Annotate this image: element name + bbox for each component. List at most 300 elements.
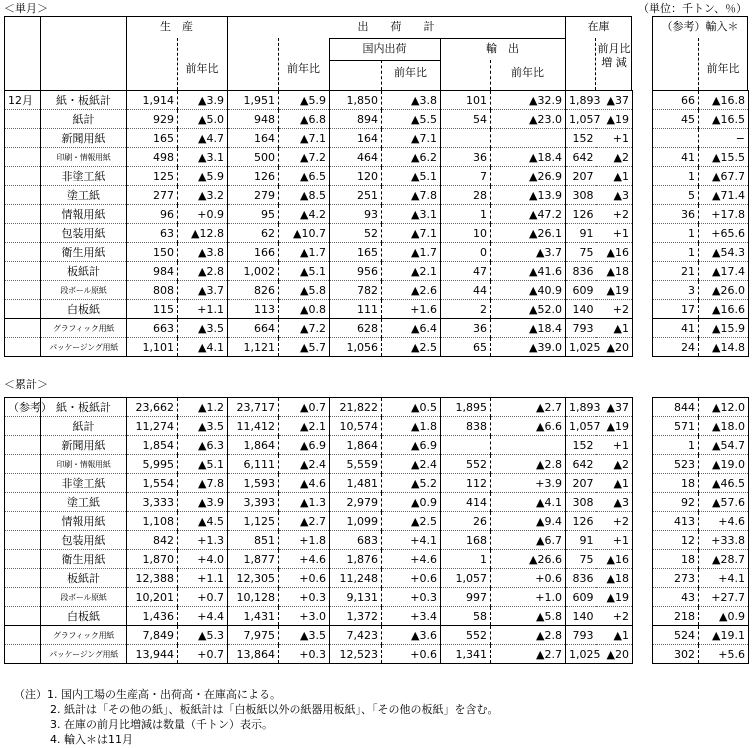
inventory-change: ▲16 — [596, 550, 633, 569]
table-row — [5, 512, 749, 531]
shipment-value: 826 — [228, 281, 279, 300]
shipment-yoy: ▲3.5 — [279, 626, 330, 645]
column-gap — [633, 569, 653, 588]
domestic-yoy: ▲0.9 — [382, 493, 441, 512]
column-gap — [633, 110, 653, 129]
shipment-value: 1,864 — [228, 436, 279, 455]
production-value: 1,854 — [127, 436, 178, 455]
export-yoy: ▲18.4 — [491, 319, 566, 338]
import-yoy: ▲54.7 — [699, 436, 749, 455]
production-yoy: +1.1 — [178, 569, 228, 588]
monthly-table — [4, 90, 749, 357]
row-label: 紙計 — [41, 417, 127, 436]
inventory-value: 793 — [566, 319, 596, 338]
shipment-yoy: ▲10.7 — [279, 224, 330, 243]
domestic-value: 9,131 — [330, 588, 382, 607]
import-yoy: ▲16.6 — [699, 300, 749, 319]
production-value: 277 — [127, 186, 178, 205]
import-yoy: ▲71.4 — [699, 186, 749, 205]
export-value: 65 — [441, 338, 491, 357]
inventory-change: ▲16 — [596, 243, 633, 262]
production-yoy: +4.0 — [178, 550, 228, 569]
domestic-yoy: +1.6 — [382, 300, 441, 319]
domestic-yoy: ▲3.1 — [382, 205, 441, 224]
domestic-value: 1,099 — [330, 512, 382, 531]
production-value: 929 — [127, 110, 178, 129]
import-yoy: +27.7 — [699, 588, 749, 607]
inventory-header: 在庫 — [587, 20, 610, 33]
shipment-yoy-header: 前年比 — [287, 62, 320, 75]
inventory-change: ▲1 — [596, 474, 633, 493]
row-label: 印刷・情報用紙 — [41, 148, 127, 167]
row-side-label — [5, 474, 41, 493]
inventory-change: ▲20 — [596, 338, 633, 357]
export-yoy: ▲13.9 — [491, 186, 566, 205]
domestic-yoy: +0.3 — [382, 588, 441, 607]
table-row — [5, 300, 749, 319]
import-yoy: +4.6 — [699, 512, 749, 531]
inventory-change: ▲3 — [596, 186, 633, 205]
shipment-value: 948 — [228, 110, 279, 129]
row-side-label — [5, 607, 41, 626]
column-gap — [633, 148, 653, 167]
row-label: グラフィック用紙 — [41, 319, 127, 338]
shipment-yoy: ▲1.7 — [279, 243, 330, 262]
inventory-value: 793 — [566, 626, 596, 645]
import-yoy: ▲17.4 — [699, 262, 749, 281]
domestic-value: 120 — [330, 167, 382, 186]
domestic-yoy-header: 前年比 — [394, 66, 427, 79]
inventory-value: 1,057 — [566, 417, 596, 436]
domestic-value: 165 — [330, 243, 382, 262]
export-yoy — [491, 129, 566, 148]
inventory-value: 91 — [566, 224, 596, 243]
shipment-value: 851 — [228, 531, 279, 550]
import-value: 18 — [653, 550, 699, 569]
shipment-yoy: +1.8 — [279, 531, 330, 550]
export-value: 58 — [441, 607, 491, 626]
production-value: 3,333 — [127, 493, 178, 512]
row-label: 板紙計 — [41, 569, 127, 588]
import-value: 3 — [653, 281, 699, 300]
inventory-value: 126 — [566, 205, 596, 224]
domestic-yoy: ▲2.4 — [382, 455, 441, 474]
shipment-value: 1,121 — [228, 338, 279, 357]
row-label: 板紙計 — [41, 262, 127, 281]
row-side-label — [5, 224, 41, 243]
import-yoy: ▲46.5 — [699, 474, 749, 493]
note-1: （注）1. 国内工場の生産高・出荷高・在庫高による。 — [14, 688, 281, 701]
shipment-value: 164 — [228, 129, 279, 148]
import-value: 524 — [653, 626, 699, 645]
table-row — [5, 398, 749, 417]
import-value: 36 — [653, 205, 699, 224]
production-value: 1,870 — [127, 550, 178, 569]
export-yoy: ▲18.4 — [491, 148, 566, 167]
inventory-value: 836 — [566, 262, 596, 281]
import-yoy: +33.8 — [699, 531, 749, 550]
production-value: 125 — [127, 167, 178, 186]
export-value: 1,341 — [441, 645, 491, 664]
import-yoy: ▲28.7 — [699, 550, 749, 569]
table-row — [5, 455, 749, 474]
table-row — [5, 224, 749, 243]
production-yoy: ▲3.9 — [178, 91, 228, 110]
production-yoy: +0.7 — [178, 588, 228, 607]
column-gap — [633, 588, 653, 607]
shipment-value: 1,877 — [228, 550, 279, 569]
column-gap — [633, 417, 653, 436]
table-row — [5, 281, 749, 300]
import-yoy: ▲18.0 — [699, 417, 749, 436]
import-yoy-header: 前年比 — [706, 62, 740, 75]
domestic-value: 11,248 — [330, 569, 382, 588]
production-yoy: ▲5.9 — [178, 167, 228, 186]
row-label: 非塗工紙 — [41, 167, 127, 186]
export-yoy: ▲2.7 — [491, 645, 566, 664]
shipment-value: 10,128 — [228, 588, 279, 607]
table-row — [5, 474, 749, 493]
row-side-label — [5, 319, 41, 338]
row-label: 塗工紙 — [41, 186, 127, 205]
note-4: 4. 輸入＊は11月 — [50, 733, 133, 746]
column-gap — [633, 91, 653, 110]
import-value: 844 — [653, 398, 699, 417]
row-label: 衛生用紙 — [41, 550, 127, 569]
domestic-yoy: ▲7.1 — [382, 129, 441, 148]
shipment-yoy: ▲7.2 — [279, 148, 330, 167]
row-label: 白板紙 — [41, 607, 127, 626]
import-yoy: − — [699, 129, 749, 148]
export-value: 168 — [441, 531, 491, 550]
domestic-yoy: ▲7.8 — [382, 186, 441, 205]
shipment-yoy: ▲2.1 — [279, 417, 330, 436]
row-label: パッケージング用紙 — [41, 338, 127, 357]
column-gap — [633, 319, 653, 338]
domestic-value: 956 — [330, 262, 382, 281]
inventory-value: 91 — [566, 531, 596, 550]
import-value: 66 — [653, 91, 699, 110]
row-side-label — [5, 512, 41, 531]
production-value: 150 — [127, 243, 178, 262]
inventory-change: ▲1 — [596, 319, 633, 338]
inventory-value: 75 — [566, 550, 596, 569]
import-value: 41 — [653, 148, 699, 167]
inventory-change: ▲18 — [596, 262, 633, 281]
production-value: 1,108 — [127, 512, 178, 531]
domestic-yoy: ▲6.9 — [382, 436, 441, 455]
inventory-value: 1,893 — [566, 91, 596, 110]
domestic-value: 1,372 — [330, 607, 382, 626]
row-side-label — [5, 645, 41, 664]
shipment-yoy: ▲8.5 — [279, 186, 330, 205]
import-yoy: ▲67.7 — [699, 167, 749, 186]
import-value: 41 — [653, 319, 699, 338]
row-side-label — [5, 455, 41, 474]
production-value: 808 — [127, 281, 178, 300]
column-gap — [633, 338, 653, 357]
inventory-change: ▲37 — [596, 91, 633, 110]
monthly-section-label: ＜単月＞ — [4, 2, 48, 15]
row-side-label: （参考） — [5, 398, 41, 417]
shipment-value: 279 — [228, 186, 279, 205]
shipment-yoy: ▲0.8 — [279, 300, 330, 319]
production-yoy: ▲1.2 — [178, 398, 228, 417]
row-side-label — [5, 569, 41, 588]
table-row — [5, 493, 749, 512]
import-yoy: +5.6 — [699, 645, 749, 664]
column-gap — [633, 281, 653, 300]
domestic-value: 52 — [330, 224, 382, 243]
shipment-yoy: ▲6.9 — [279, 436, 330, 455]
export-value: 54 — [441, 110, 491, 129]
export-value: 0 — [441, 243, 491, 262]
table-row — [5, 588, 749, 607]
production-value: 7,849 — [127, 626, 178, 645]
inventory-change: ▲1 — [596, 167, 633, 186]
table-row — [5, 338, 749, 357]
production-value: 498 — [127, 148, 178, 167]
shipment-yoy: ▲4.6 — [279, 474, 330, 493]
shipment-yoy: ▲7.1 — [279, 129, 330, 148]
column-gap — [633, 626, 653, 645]
column-gap — [633, 398, 653, 417]
inventory-value: 1,025 — [566, 645, 596, 664]
notes — [14, 687, 499, 747]
domestic-value: 111 — [330, 300, 382, 319]
inventory-value: 642 — [566, 148, 596, 167]
inventory-change: +2 — [596, 205, 633, 224]
shipment-value: 62 — [228, 224, 279, 243]
row-label: 非塗工紙 — [41, 474, 127, 493]
domestic-yoy: ▲7.1 — [382, 224, 441, 243]
export-yoy: ▲52.0 — [491, 300, 566, 319]
domestic-value: 1,481 — [330, 474, 382, 493]
domestic-value: 251 — [330, 186, 382, 205]
inventory-change: ▲19 — [596, 110, 633, 129]
export-yoy: ▲39.0 — [491, 338, 566, 357]
inventory-value: 308 — [566, 186, 596, 205]
table-row — [5, 569, 749, 588]
import-yoy: ▲26.0 — [699, 281, 749, 300]
row-label: 情報用紙 — [41, 512, 127, 531]
column-gap — [633, 607, 653, 626]
import-value: 5 — [653, 186, 699, 205]
table-row — [5, 129, 749, 148]
domestic-value: 21,822 — [330, 398, 382, 417]
column-gap — [633, 205, 653, 224]
cumulative-section-label: ＜累計＞ — [4, 378, 48, 391]
production-value: 1,554 — [127, 474, 178, 493]
column-gap — [633, 300, 653, 319]
column-gap — [633, 550, 653, 569]
export-value: 112 — [441, 474, 491, 493]
table-row — [5, 607, 749, 626]
export-yoy: ▲47.2 — [491, 205, 566, 224]
production-yoy: ▲3.9 — [178, 493, 228, 512]
production-value: 12,388 — [127, 569, 178, 588]
table-row — [5, 167, 749, 186]
row-side-label — [5, 417, 41, 436]
import-value: 43 — [653, 588, 699, 607]
row-side-label — [5, 205, 41, 224]
row-label: 白板紙 — [41, 300, 127, 319]
table-row — [5, 262, 749, 281]
column-gap — [633, 645, 653, 664]
import-yoy: ▲16.8 — [699, 91, 749, 110]
production-value: 1,101 — [127, 338, 178, 357]
export-value: 44 — [441, 281, 491, 300]
shipment-value: 500 — [228, 148, 279, 167]
production-value: 115 — [127, 300, 178, 319]
import-value: 273 — [653, 569, 699, 588]
production-yoy-header: 前年比 — [185, 62, 219, 75]
production-yoy: ▲12.8 — [178, 224, 228, 243]
table-row — [5, 205, 749, 224]
import-value: 571 — [653, 417, 699, 436]
import-value: 24 — [653, 338, 699, 357]
table-row — [5, 110, 749, 129]
column-gap — [633, 129, 653, 148]
export-value: 101 — [441, 91, 491, 110]
mom-change-header: 前月比 増 減 — [597, 42, 631, 69]
inventory-change: ▲19 — [596, 588, 633, 607]
domestic-value: 10,574 — [330, 417, 382, 436]
column-gap — [633, 224, 653, 243]
shipment-value: 6,111 — [228, 455, 279, 474]
row-label: 紙・板紙計 — [41, 398, 127, 417]
export-value — [441, 129, 491, 148]
export-yoy — [491, 436, 566, 455]
import-ref-header: （参考）輸入＊ — [661, 20, 739, 33]
row-label: 包装用紙 — [41, 224, 127, 243]
inventory-value: 836 — [566, 569, 596, 588]
production-value: 13,944 — [127, 645, 178, 664]
import-value: 12 — [653, 531, 699, 550]
import-value — [653, 129, 699, 148]
domestic-value: 1,876 — [330, 550, 382, 569]
row-label: 段ボール原紙 — [41, 281, 127, 300]
shipment-yoy: ▲2.7 — [279, 512, 330, 531]
domestic-value: 464 — [330, 148, 382, 167]
production-yoy: ▲3.1 — [178, 148, 228, 167]
row-label: 新聞用紙 — [41, 129, 127, 148]
table-row — [5, 91, 749, 110]
import-yoy: ▲12.0 — [699, 398, 749, 417]
table-row — [5, 531, 749, 550]
row-side-label — [5, 300, 41, 319]
export-yoy: ▲2.7 — [491, 398, 566, 417]
row-side-label — [5, 493, 41, 512]
production-value: 5,995 — [127, 455, 178, 474]
row-label: パッケージング用紙 — [41, 645, 127, 664]
production-value: 1,436 — [127, 607, 178, 626]
shipment-value: 11,412 — [228, 417, 279, 436]
shipment-yoy: ▲5.7 — [279, 338, 330, 357]
import-yoy: ▲54.3 — [699, 243, 749, 262]
row-label: 印刷・情報用紙 — [41, 455, 127, 474]
note-3: 3. 在庫の前月比増減は数量（千トン）表示。 — [50, 718, 273, 731]
shipment-value: 126 — [228, 167, 279, 186]
import-yoy: ▲19.1 — [699, 626, 749, 645]
row-label: 段ボール原紙 — [41, 588, 127, 607]
inventory-value: 75 — [566, 243, 596, 262]
row-side-label: 12月 — [5, 91, 41, 110]
domestic-value: 7,423 — [330, 626, 382, 645]
domestic-yoy: ▲5.2 — [382, 474, 441, 493]
shipment-value: 3,393 — [228, 493, 279, 512]
domestic-yoy: +0.6 — [382, 645, 441, 664]
row-side-label — [5, 281, 41, 300]
inventory-value: 1,025 — [566, 338, 596, 357]
table-row — [5, 626, 749, 645]
export-yoy: ▲23.0 — [491, 110, 566, 129]
domestic-yoy: ▲6.4 — [382, 319, 441, 338]
production-value: 11,274 — [127, 417, 178, 436]
row-side-label — [5, 167, 41, 186]
row-side-label — [5, 262, 41, 281]
row-label: 衛生用紙 — [41, 243, 127, 262]
production-yoy: +4.4 — [178, 607, 228, 626]
shipment-yoy: +0.3 — [279, 588, 330, 607]
production-yoy: ▲7.8 — [178, 474, 228, 493]
shipment-yoy: ▲2.4 — [279, 455, 330, 474]
production-yoy: ▲5.1 — [178, 455, 228, 474]
inventory-change: ▲19 — [596, 417, 633, 436]
inventory-change: +2 — [596, 300, 633, 319]
row-label: 包装用紙 — [41, 531, 127, 550]
column-gap — [633, 493, 653, 512]
shipment-value: 166 — [228, 243, 279, 262]
export-yoy: ▲26.9 — [491, 167, 566, 186]
production-value: 842 — [127, 531, 178, 550]
inventory-value: 642 — [566, 455, 596, 474]
import-value: 92 — [653, 493, 699, 512]
export-yoy: ▲41.6 — [491, 262, 566, 281]
export-yoy: ▲2.8 — [491, 626, 566, 645]
inventory-change: ▲18 — [596, 569, 633, 588]
production-yoy: ▲5.0 — [178, 110, 228, 129]
column-gap — [633, 436, 653, 455]
inventory-value: 140 — [566, 607, 596, 626]
inventory-change: ▲37 — [596, 398, 633, 417]
inventory-value: 207 — [566, 167, 596, 186]
export-yoy: +3.9 — [491, 474, 566, 493]
production-yoy: +0.7 — [178, 645, 228, 664]
import-yoy: ▲16.5 — [699, 110, 749, 129]
export-yoy: ▲5.8 — [491, 607, 566, 626]
export-value: 7 — [441, 167, 491, 186]
export-value: 36 — [441, 319, 491, 338]
export-value: 1,895 — [441, 398, 491, 417]
table-row — [5, 645, 749, 664]
shipment-yoy: +0.3 — [279, 645, 330, 664]
row-side-label — [5, 588, 41, 607]
export-header: 輸 出 — [486, 42, 519, 55]
production-value: 1,914 — [127, 91, 178, 110]
production-yoy: +1.1 — [178, 300, 228, 319]
domestic-header: 国内出荷 — [362, 42, 407, 55]
inventory-value: 126 — [566, 512, 596, 531]
shipment-yoy: ▲7.2 — [279, 319, 330, 338]
inventory-change: +2 — [596, 512, 633, 531]
row-side-label — [5, 148, 41, 167]
inventory-change: ▲3 — [596, 493, 633, 512]
export-value: 1 — [441, 205, 491, 224]
export-value: 28 — [441, 186, 491, 205]
unit-label: （単位：千トン、％） — [638, 2, 748, 15]
import-value: 17 — [653, 300, 699, 319]
